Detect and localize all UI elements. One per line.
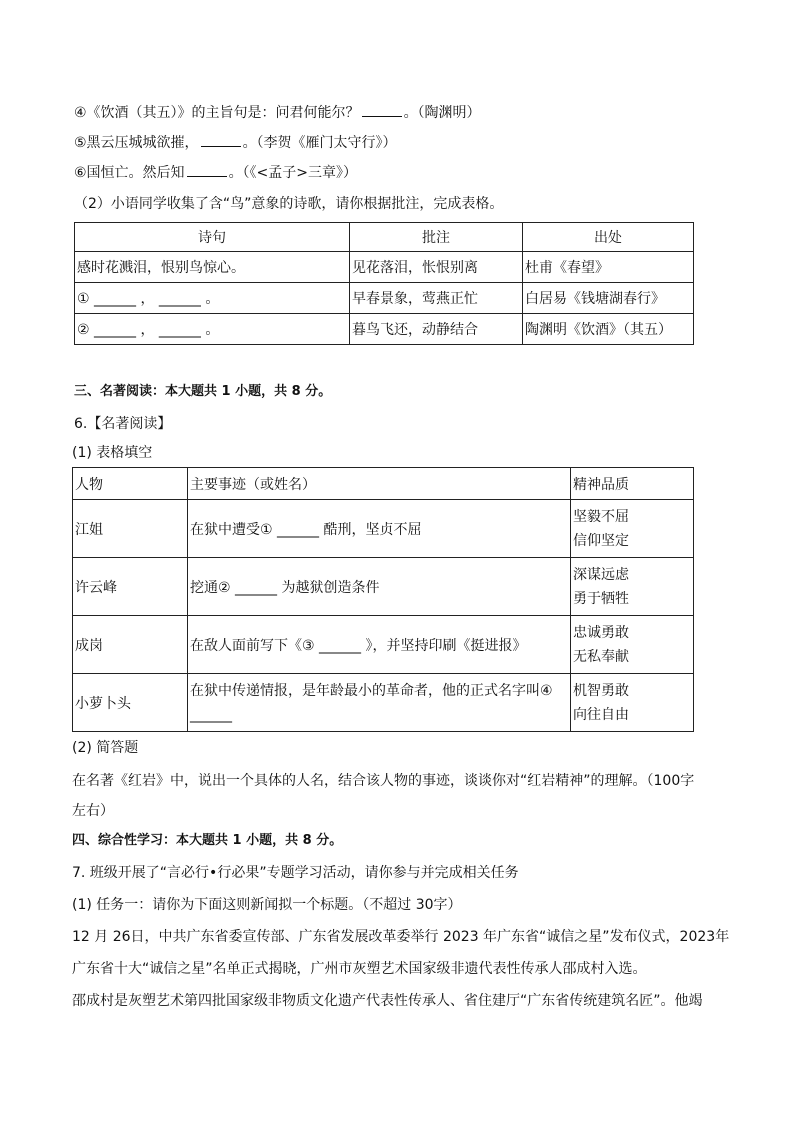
table-row (73, 616, 694, 674)
answer-blank[interactable] (187, 162, 227, 177)
note-cell: 早春景象，莺燕正忙 (350, 283, 523, 314)
table-row (75, 314, 694, 345)
quality-line: 忠诚勇敢 (573, 624, 629, 641)
q5-suffix: 。（李贺《雁门太守行》） (242, 135, 397, 151)
source-cell: 陶渊明《饮酒》（其五） (523, 314, 694, 345)
answer-blank[interactable] (362, 102, 402, 117)
poem-table (74, 222, 694, 345)
news-line3: 邵成村是灰塑艺术第四批国家级非物质文化遗产代表性传承人、省住建厅“广东省传统建筑名匠”。他竭 (72, 993, 703, 1009)
q4-suffix: 。（陶渊明） (403, 105, 481, 121)
header-poem: 诗句 (75, 223, 350, 252)
deed-cell[interactable]: 在狱中遭受① ______ 酷刑，坚贞不屈 (188, 500, 571, 558)
quality-line: 机智勇敢 (573, 682, 629, 699)
q6-prefix: ⑥国恒亡。然后知 (74, 165, 185, 181)
quality-cell (571, 558, 694, 616)
deed-cell[interactable]: 挖通② ______ 为越狱创造条件 (188, 558, 571, 616)
part2-intro: （2）小语同学收集了含“鸟”意象的诗歌，请你根据批注，完成表格。 (74, 196, 504, 212)
quality-cell (571, 500, 694, 558)
q4-prefix: ④《饮酒（其五）》的主旨句是：问君何能尔？ (74, 105, 360, 121)
table-row (73, 674, 694, 732)
quality-cell (571, 616, 694, 674)
part2-question-line1: 在名著《红岩》中，说出一个具体的人名，结合该人物的事迹，谈谈你对“红岩精神”的理解。（100字 (72, 773, 695, 789)
header-note: 批注 (350, 223, 523, 252)
novel-table (72, 467, 694, 732)
q7-title: 7. 班级开展了“言必行•行必果”专题学习活动，请你参与并完成相关任务 (72, 865, 519, 881)
person-cell: 许云峰 (73, 558, 188, 616)
quality-line: 勇于牺牲 (573, 590, 629, 607)
quality-line: 信仰坚定 (573, 532, 629, 549)
note-cell: 暮鸟飞还，动静结合 (350, 314, 523, 345)
deed-cell[interactable] (188, 674, 571, 732)
poem-cell[interactable]: ② ______ ， ______ 。 (75, 314, 350, 345)
fill-blank-q4 (74, 102, 481, 123)
deed-cell[interactable]: 在敌人面前写下《③ ______ 》，并坚持印刷《挺进报》 (188, 616, 571, 674)
quality-line: 深谋远虑 (573, 566, 629, 583)
poem-cell[interactable]: ① ______ ， ______ 。 (75, 283, 350, 314)
table-header-row (73, 468, 694, 500)
news-line2: 广东省十大“诚信之星”名单正式揭晓，广州市灰塑艺术国家级非遗代表性传承人邵成村入选。 (72, 961, 647, 977)
table-header-row (75, 223, 694, 252)
fill-blank-q5 (74, 132, 397, 153)
q6-suffix: 。（《<孟子>三章》） (228, 165, 358, 181)
poem-cell: 感时花溅泪，恨别鸟惊心。 (75, 252, 350, 283)
person-cell: 江姐 (73, 500, 188, 558)
table-row (73, 500, 694, 558)
section4-heading: 四、综合性学习：本大题共 1 小题，共 8 分。 (72, 833, 343, 848)
news-line1: 12 月 26日，中共广东省委宣传部、广东省发展改革委举行 2023 年广东省“诚信之星”发布仪式，2023年 (72, 929, 730, 945)
note-cell: 见花落泪，怅恨别离 (350, 252, 523, 283)
deed-line: ______ (190, 706, 232, 723)
answer-blank[interactable] (201, 132, 241, 147)
part1-label: (1) 表格填空 (72, 445, 153, 461)
quality-line: 无私奉献 (573, 648, 629, 665)
source-cell: 杜甫《春望》 (523, 252, 694, 283)
q5-prefix: ⑤黑云压城城欲摧， (74, 135, 199, 151)
quality-cell (571, 674, 694, 732)
q6-title: 6.【名著阅读】 (74, 416, 172, 432)
header-quality: 精神品质 (571, 468, 694, 500)
source-cell: 白居易《钱塘湖春行》 (523, 283, 694, 314)
quality-line: 坚毅不屈 (573, 508, 629, 525)
deed-line: 在狱中传递情报，是年龄最小的革命者，他的正式名字叫④ (190, 682, 553, 699)
table-row (73, 558, 694, 616)
header-deed: 主要事迹（或姓名） (188, 468, 571, 500)
fill-blank-q6 (74, 162, 357, 183)
part2-label: (2) 简答题 (72, 740, 139, 756)
header-person: 人物 (73, 468, 188, 500)
table-row (75, 252, 694, 283)
quality-line: 向往自由 (573, 706, 629, 723)
part2-question-line2: 左右） (72, 803, 114, 819)
table-row (75, 283, 694, 314)
section3-heading: 三、名著阅读：本大题共 1 小题，共 8 分。 (74, 384, 332, 399)
task1-label: (1) 任务一：请你为下面这则新闻拟一个标题。（不超过 30字） (72, 897, 462, 913)
header-source: 出处 (523, 223, 694, 252)
person-cell: 小萝卜头 (73, 674, 188, 732)
person-cell: 成岗 (73, 616, 188, 674)
